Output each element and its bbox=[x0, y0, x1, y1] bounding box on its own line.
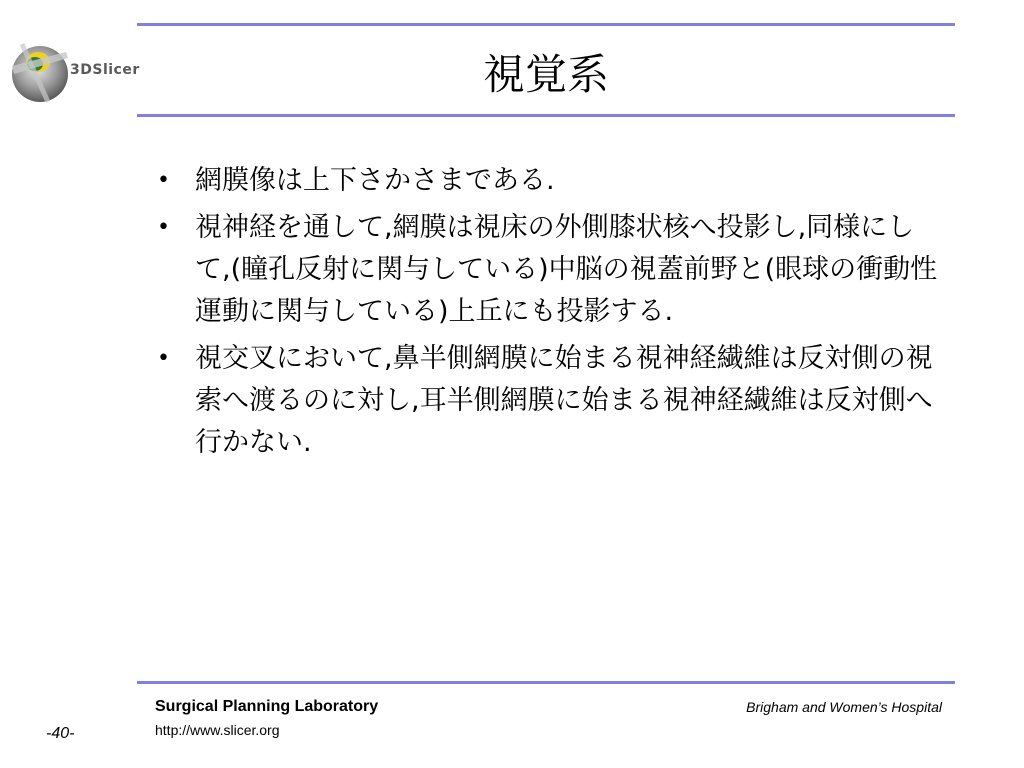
bullet-icon: • bbox=[157, 215, 170, 240]
bullet-text: 視神経を通して,網膜は視床の外側膝状核へ投影し,同様にして,(瞳孔反射に関与している)中脳の視蓋前野と(眼球の衝動性運動に関与している)上丘にも投影する. bbox=[195, 212, 938, 327]
bullet-item bbox=[155, 338, 945, 464]
slide-title: 視覚系 bbox=[482, 50, 609, 99]
footer-lab-name: Surgical Planning Laboratory bbox=[155, 698, 379, 715]
logo-text: 3DSlicer bbox=[70, 62, 140, 78]
bullet-icon: • bbox=[157, 346, 170, 371]
slicer-logo-icon bbox=[2, 32, 72, 112]
slicer-logo bbox=[2, 32, 142, 112]
top-rule bbox=[137, 23, 955, 26]
footer-rule bbox=[137, 681, 955, 684]
bullet-icon: • bbox=[157, 168, 170, 193]
footer-hospital-name: Brigham and Women’s Hospital bbox=[746, 699, 942, 715]
bullet-list bbox=[155, 160, 945, 469]
page-number: -40- bbox=[46, 725, 75, 742]
title-rule bbox=[137, 114, 955, 117]
footer-url-link[interactable]: http://www.slicer.org bbox=[155, 722, 280, 738]
bullet-text: 視交叉において,鼻半側網膜に始まる視神経繊維は反対側の視索へ渡るのに対し,耳半側網膜に始まる視神経繊維は反対側へ行かない. bbox=[195, 343, 933, 458]
bullet-item bbox=[155, 160, 945, 202]
bullet-item bbox=[155, 207, 945, 333]
bullet-text: 網膜像は上下さかさまである. bbox=[195, 165, 555, 196]
